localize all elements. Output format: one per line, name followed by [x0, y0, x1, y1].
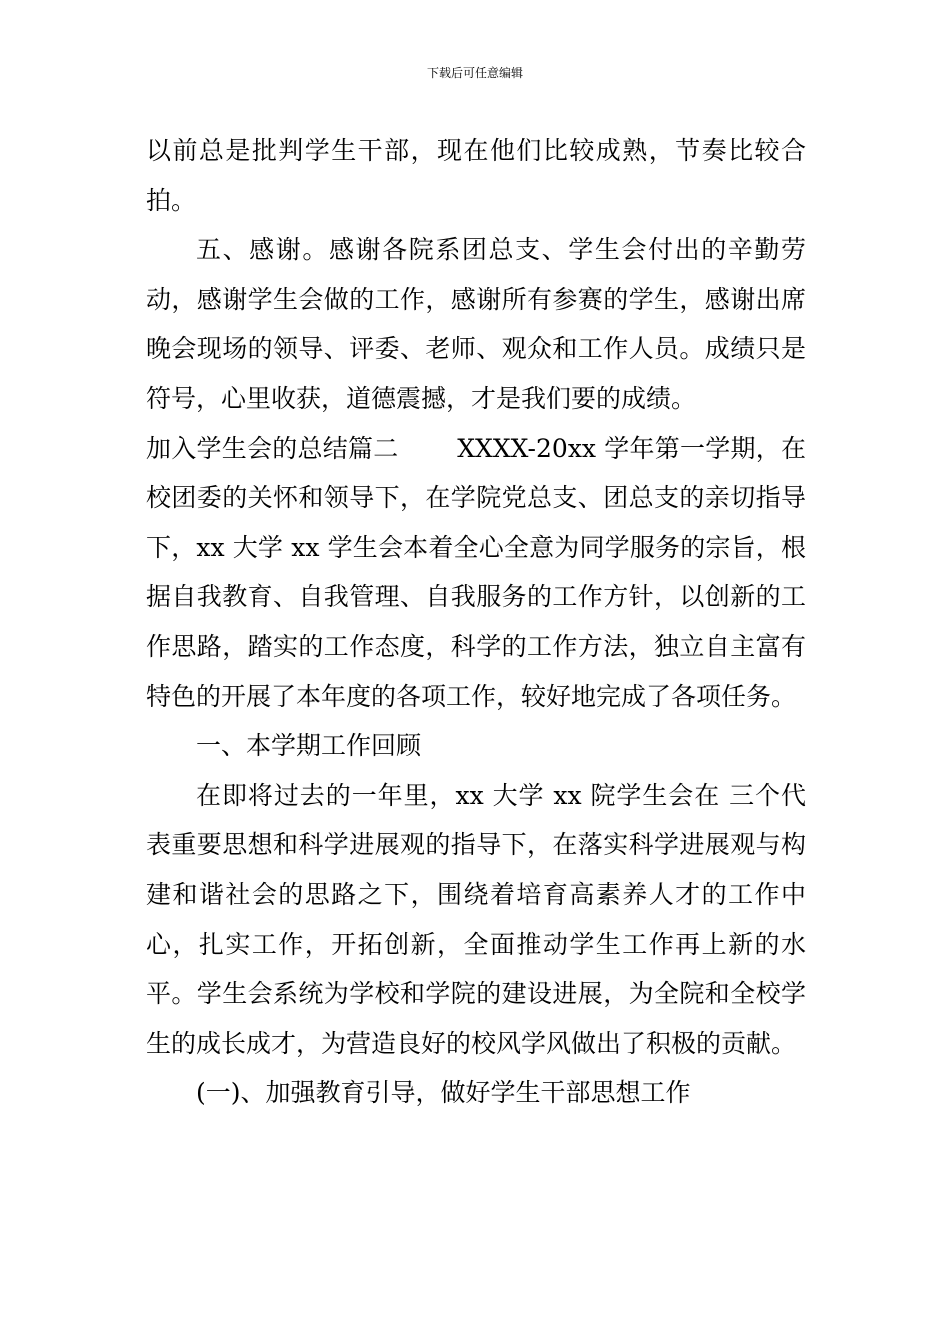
paragraph-section-five-thanks: 五、感谢。感谢各院系团总支、学生会付出的辛勤劳动，感谢学生会做的工作，感谢所有参赛的学生，感谢出席晚会现场的领导、评委、老师、观众和工作人员。成绩只是符号，心里收获，道德震撼，才是我们要的成绩。: [146, 235, 806, 413]
document-body: [146, 126, 806, 1118]
heading-subsection-one: (一)、加强教育引导，做好学生干部思想工作: [196, 1078, 691, 1108]
paragraph-summary-part-two: 加入学生会的总结篇二 XXXX-20xx 学年第一学期，在校团委的关怀和领导下，在学院党总支、团总支的亲切指导下，xx 大学 xx 学生会本着全心全意为同学服务的宗旨，根据自我教育、自我管理、自我服务的工作方针，以创新的工作思路，踏实的工作态度，科学的工作方法，独立自主富有特色的开展了本年度的各项工作，较好地完成了各项任务。: [146, 433, 806, 711]
paragraph-year-review: 在即将过去的一年里，xx 大学 xx 院学生会在 三个代表重要思想和科学进展观的指导下，在落实科学进展观与构建和谐社会的思路之下，围绕着培育高素养人才的工作中心，扎实工作，开拓创新，全面推动学生工作再上新的水平。学生会系统为学校和学院的建设进展，为全院和全校学生的成长成才，为营造良好的校风学风做出了积极的贡献。: [146, 780, 806, 1058]
page-header-note: 下载后可任意编辑: [426, 66, 523, 80]
paragraph-continuation: 以前总是批判学生干部，现在他们比较成熟，节奏比较合拍。: [146, 136, 806, 215]
heading-section-one-review: 一、本学期工作回顾: [196, 731, 422, 761]
